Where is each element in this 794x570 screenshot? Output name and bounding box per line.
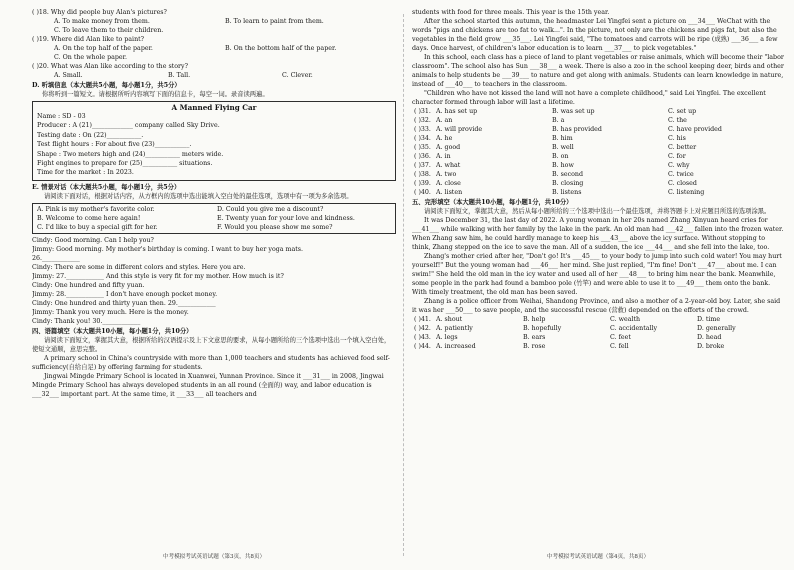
q20-options (32, 71, 396, 80)
box-option: F. Would you please show me some? (217, 223, 333, 231)
q-num: ( )34. (414, 135, 431, 142)
q19-option-b: B. On the bottom half of the paper. (225, 45, 337, 52)
opt-c: C. listening (668, 189, 705, 196)
info-card-row: Name : SD - 03 (37, 113, 86, 120)
opt-b: B. was set up (552, 108, 595, 115)
opt-a: A. shout (436, 316, 463, 323)
q20-stem: ( )20. What was Alan like according to the story? (32, 63, 188, 70)
cloze-option-row (412, 324, 784, 333)
section-d-title: D. 听填信息（本大题共5小题，每小题1分，共5分） (32, 82, 181, 89)
opt-a: A. he (436, 135, 453, 142)
cloze-option-row (412, 315, 784, 324)
opt-c: C. wealth (610, 316, 641, 323)
opt-a: A. legs (436, 334, 458, 341)
opt-a: A. will provide (436, 126, 483, 133)
q18-options (32, 17, 396, 26)
q-num: ( )31. (414, 108, 431, 115)
opt-b: B. on (552, 153, 569, 160)
opt-a: A. what (436, 162, 461, 169)
opt-a: A. an (436, 117, 453, 124)
option-row (412, 152, 784, 161)
passage-continued: students with food for three meals. This year is the 15th year. (412, 9, 610, 16)
passage-intro: A primary school in China's countryside with more than 1,000 teachers and students has achieved food self-sufficiency(自给自足) by offering farming for students. (32, 354, 390, 371)
dialog-line: Cindy: One hundred and fifty yuan. (32, 281, 145, 289)
option-row (412, 116, 784, 125)
q-num: ( )43. (414, 334, 431, 341)
opt-a: A. in (436, 153, 451, 160)
q20-option-b: B. Tall. (168, 72, 191, 79)
q-num: ( )39. (414, 180, 431, 187)
opt-d: D. broke (697, 343, 725, 350)
box-option: E. Twenty yuan for your love and kindness. (217, 214, 355, 222)
option-row (412, 134, 784, 143)
info-card-row: Producer : A (21)_____________ company called Sky Drive. (37, 122, 220, 130)
info-card-row: Time for the market : In 2023. (37, 169, 134, 177)
cloze-paragraph: Zhang's mother cried after her, "Don't go! It's ___45___ to your body to jump into such cold water! You may hurt yourself!" But the young woman had ___46___ her mind. She just replied, "I'm fine! Don't ___47___ about me. I can swim!" She held the old man in the icy water and used all of her ___48___ to bring him near the bank. Meanwhile, some people in the park had found a bamboo pole (竹竿) and were able to use it to ___49___ them onto the bank. With timely treatment, the old man has been saved. (412, 253, 782, 296)
opt-a: A. good (436, 144, 461, 151)
q-num: ( )42. (414, 325, 431, 332)
opt-b: B. well (552, 144, 574, 151)
q20-option-c: C. Clever. (282, 72, 313, 79)
box-option: A. Pink is my mother's favorite color. (37, 205, 155, 213)
dialog-line: Cindy: Good morning. Can I help you? (32, 236, 154, 244)
passage-body: Jingwai Mingde Primary School is located in Xuanwei, Yunnan Province. Since it ___31___ in 2008, Jingwai Mingde Primary School has always developed students in an all round (全面的) way, and labor education is ___32___ important part. At the same time, it ___33___ all teachers and (32, 372, 384, 398)
opt-c: C. have provided (668, 126, 722, 133)
q-num: ( )32. (414, 117, 431, 124)
opt-c: C. fell (610, 343, 629, 350)
opt-c: C. feet (610, 334, 631, 341)
opt-a: A. close (436, 180, 461, 187)
box-option: B. Welcome to come here again! (37, 214, 141, 222)
passage-paragraph: After the school started this autumn, the headmaster Lei Yingfei sent a picture on ___34___ WeChat with the words "pigs and chickens are too fat to walk...". In the picture, not only are the chickens and pigs fat, but also the vegetables in the field grow ___35___. Lei Yingfei said, "The tomatoes and carrots will be ripe (成熟) ___36___ a few days. Once harvest, of children's labor education is to learn ___37___ to pick vegetables." (412, 18, 778, 52)
cloze-paragraph: Zhang is a police officer from Weihai, Shandong Province, and also a mother of a 2-year-old boy. Later, she said it was her ___50___ to save people, and the successful rescue (营救) depended on the efforts of the crowd. (412, 298, 781, 314)
q18-option-a: A. To make money from them. (54, 18, 150, 25)
opt-b: B. hopefully (523, 325, 562, 332)
opt-c: C. better (668, 144, 697, 151)
section-iv-instruction: 请阅读下面短文，掌握其大意，根据所给的汉语提示及上下文意思的要求，从每小题所给的三个选项中选出一个填入空白处，使短文通顺，意思完整。 (32, 336, 391, 353)
cloze-option-row (412, 342, 784, 351)
q19-options (32, 44, 396, 53)
dialog-option-box (32, 203, 396, 234)
section-iv-title: 四、语篇填空（本大题共10小题，每小题1分，共10分） (32, 327, 193, 335)
q-num: ( )37. (414, 162, 431, 169)
opt-c: C. his (668, 135, 686, 142)
q-num: ( )41. (414, 316, 431, 323)
dialog-line: Jimmy: Thank you very much. Here is the money. (32, 308, 189, 316)
opt-b: B. help (523, 316, 546, 323)
info-card-row: Fight engines to prepare for (25)___________ situations. (37, 160, 213, 168)
dialog-line: Jimmy: 27.____________ And this style is very fit for my mother. How much is it? (32, 272, 284, 280)
q20-option-a: A. Small. (54, 72, 83, 79)
opt-d: D. generally (697, 325, 736, 332)
dialog-line: Cindy: One hundred and thirty yuan then. 29.____________ (32, 299, 216, 307)
opt-c: C. the (668, 117, 687, 124)
opt-b: B. him (552, 135, 573, 142)
dialog-line: Jimmy: Good morning. My mother's birthday is coming. I want to buy her yoga mats. (32, 245, 304, 253)
q-num: ( )36. (414, 153, 431, 160)
option-row (412, 143, 784, 152)
opt-a: A. increased (436, 343, 476, 350)
opt-a: A. listen (436, 189, 463, 196)
dialog-line: Cindy: There are some in different colors and styles. Here you are. (32, 263, 246, 271)
q18-stem: ( )18. Why did people buy Alan's pictures? (32, 9, 167, 16)
opt-c: C. twice (668, 171, 694, 178)
q-num: ( )38. (414, 171, 431, 178)
opt-d: D. time (697, 316, 721, 323)
box-option: C. I'd like to buy a special gift for her. (37, 223, 158, 231)
cloze-option-row (412, 333, 784, 342)
q-num: ( )40. (414, 189, 431, 196)
info-card (32, 101, 396, 181)
opt-a: A. patiently (436, 325, 473, 332)
info-card-row: Testing date : On (22)___________. (37, 131, 144, 139)
opt-c: C. closed (668, 180, 697, 187)
option-row (412, 161, 784, 170)
page-divider (403, 14, 404, 556)
opt-c: C. accidentally (610, 325, 658, 332)
opt-c: C. for (668, 153, 686, 160)
q-num: ( )33. (414, 126, 431, 133)
left-page (32, 8, 396, 562)
opt-d: D. head (697, 334, 722, 341)
opt-b: B. second (552, 171, 583, 178)
box-option: D. Could you give me a discount? (217, 205, 324, 213)
opt-b: B. has provided (552, 126, 602, 133)
section-e-title: E. 情景对话（本大题共5小题，每小题1分，共5分） (32, 183, 181, 191)
option-row (412, 125, 784, 134)
option-row (412, 188, 784, 197)
dialog-line: Jimmy: 28.____________ I don't have enough pocket money. (32, 290, 218, 298)
passage-paragraph: In this school, each class has a piece of land to plant vegetables or raise animals, which will become their "labor classroom". The school also has Sun ___38___ a week. There is also a zoo in the school keeping deer, birds and other animals to help students be ___39___ to nature and get along with animals. Students can learn knowledge in nature, instead of ___40___ to teachers in the classroom. (412, 54, 784, 88)
opt-a: A. has set up (436, 108, 478, 115)
opt-a: A. two (436, 171, 457, 178)
info-card-row: Test flight hours : For about five (23)___________. (37, 141, 192, 149)
option-row (412, 179, 784, 188)
info-card-title: A Manned Flying Car (171, 103, 257, 112)
right-page (412, 8, 784, 562)
opt-b: B. how (552, 162, 574, 169)
section-v-instruction: 请阅读下面短文，掌握其大意，然后从每小题所给的三个选项中选出一个最佳选项，并将答题卡上对应题目所选的选项涂黑。 (424, 208, 771, 215)
q19-stem: ( )19. Where did Alan like to paint? (32, 36, 145, 43)
q18-option-b: B. To learn to paint from them. (225, 18, 324, 25)
opt-b: B. closing (552, 180, 584, 187)
q-num: ( )35. (414, 144, 431, 151)
passage-paragraph: "Children who have not kissed the land will not have a complete childhood," said Lei Yingfei. The excellent character formed through labor will last a lifetime. (412, 90, 766, 106)
opt-b: B. ears (523, 334, 546, 341)
section-v-title: 五、完形填空（本大题共10小题，每小题1分，共10分） (412, 199, 573, 206)
q19-option-a: A. On the top half of the paper. (54, 45, 153, 52)
section-d-instruction: 你将听到一篇短文。请根据所听内容填写下面的信息卡，每空一词。录音读两遍。 (42, 91, 269, 98)
dialog-line: 26.____________ (32, 254, 80, 262)
opt-c: C. why (668, 162, 690, 169)
option-row (412, 170, 784, 179)
q-num: ( )44. (414, 343, 431, 350)
right-footer: 中考模拟考试英语试题（第4页，共8页） (546, 554, 650, 560)
cloze-paragraph: It was December 31, the last day of 2022. A young woman in her 20s named Zhang Xinyuan heard cries for ___41___ while walking with her family by the lake in the park. An old man had ___42___ fallen into the frozen water. When Zhang saw him, he could hardly manage to keep his ___43___ above the icy surface. Without stopping to think, Zhang stepped on the ice to save the man. All of a sudden, the ice ___44___ and she fell into the lake, too. (412, 217, 784, 251)
q19-option-c: C. On the whole paper. (54, 54, 127, 61)
left-footer: 中考模拟考试英语试题（第3页，共8页） (162, 554, 266, 560)
opt-b: B. rose (523, 343, 546, 350)
q18-option-c: C. To leave them to their children. (54, 27, 164, 34)
section-e-instruction: 请阅读下面对话，根据对话内容，从方框内的选项中选出能填入空白处的最佳选项，选项中有一项为多余选项。 (44, 192, 353, 200)
dialog-line: Cindy: Thank you! 30.____________ (32, 317, 141, 325)
opt-c: C. set up (668, 108, 697, 115)
option-row (412, 107, 784, 116)
opt-b: B. a (552, 117, 565, 124)
opt-b: B. listens (552, 189, 582, 196)
info-card-row: Shape : Two meters high and (24)___________ meters wide. (37, 150, 224, 158)
